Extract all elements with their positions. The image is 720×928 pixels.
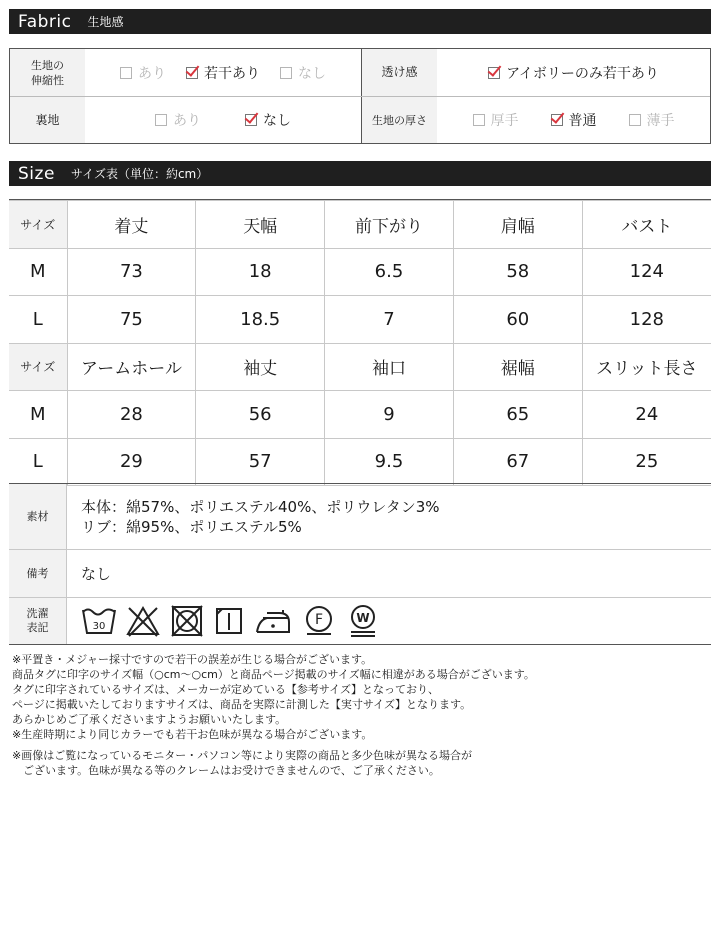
column-header: 袖丈 — [196, 343, 325, 391]
note-line: ※画像はご覧になっているモニター・パソコン等により実際の商品と多少色味が異なる場合が — [12, 749, 472, 762]
wash-30-icon — [81, 604, 117, 638]
stretch-option-yes[interactable] — [120, 63, 166, 83]
care-label-line1: 洗濯 — [26, 607, 49, 620]
note-line: タグに印字されているサイズは、メーカーが定めている【参考サイズ】となっており、 — [12, 683, 440, 696]
table-row — [9, 391, 711, 439]
column-header: 肩幅 — [453, 201, 582, 249]
note-line: ※生産時期により同じカラーでも若干お色味が異なる場合がございます。 — [12, 728, 373, 741]
size-column-label: サイズ — [9, 201, 67, 249]
remarks-value: なし — [81, 564, 112, 583]
size-title: Size — [18, 163, 55, 184]
thickness-option-thin[interactable] — [629, 110, 675, 130]
table-row — [9, 296, 711, 344]
remarks-row — [9, 550, 711, 598]
size-cell: L — [9, 438, 67, 486]
sheer-label: 透け感 — [381, 65, 418, 79]
column-header: スリット長さ — [582, 343, 711, 391]
size-table — [9, 199, 711, 486]
value-cell: 6.5 — [325, 248, 454, 296]
stretch-options — [85, 49, 361, 96]
wash-temp-label: 30 — [92, 621, 106, 632]
dry-clean-f-icon — [301, 604, 337, 638]
value-cell: 124 — [582, 248, 711, 296]
size-cell: M — [9, 248, 67, 296]
note-line: 商品タグに印字のサイズ幅（○cm～○cm）と商品ページ掲載のサイズ幅に相違がある場合がございます。 — [12, 668, 535, 681]
product-info-table — [9, 483, 711, 645]
checked-checkbox-icon — [186, 67, 198, 79]
size-cell: L — [9, 296, 67, 344]
option-label: なし — [298, 65, 326, 82]
note-line: あらかじめご了承くださいますようお願いいたします。 — [12, 713, 287, 726]
thickness-option-normal[interactable] — [551, 110, 597, 130]
value-cell: 7 — [325, 296, 454, 344]
checked-checkbox-icon — [245, 114, 257, 126]
wet-clean-letter: W — [356, 611, 370, 625]
stretch-label — [10, 49, 85, 96]
value-cell: 28 — [67, 391, 196, 439]
dry-clean-letter: F — [314, 612, 324, 628]
value-cell: 60 — [453, 296, 582, 344]
value-cell: 56 — [196, 391, 325, 439]
material-line-2: リブ：綿95%、ポリエステル5% — [81, 517, 302, 536]
value-cell: 67 — [453, 438, 582, 486]
option-label: 厚手 — [490, 113, 519, 129]
value-cell: 29 — [67, 438, 196, 486]
column-header: 前下がり — [325, 201, 454, 249]
checked-checkbox-icon — [488, 67, 500, 79]
column-header: 袖口 — [325, 343, 454, 391]
size-notes — [12, 652, 712, 778]
column-header: 裾幅 — [453, 343, 582, 391]
size-column-label: サイズ — [9, 343, 67, 391]
note-line: ございます。色味が異なる等のクレームはお受けできませんので、ご了承ください。 — [12, 764, 440, 777]
checkbox-icon — [473, 114, 485, 126]
wet-clean-icon — [345, 604, 381, 638]
note-line: ※平置き・メジャー採寸ですので若干の誤差が生じる場合がございます。 — [12, 653, 373, 666]
line-dry-shade-icon — [213, 604, 245, 638]
size-header-row — [9, 343, 711, 391]
option-label: なし — [263, 113, 291, 129]
thickness-options — [437, 97, 710, 143]
material-line-1: 本体：綿57%、ポリエステル40%、ポリウレタン3% — [81, 497, 440, 516]
value-cell: 9 — [325, 391, 454, 439]
value-cell: 58 — [453, 248, 582, 296]
care-row — [9, 598, 711, 644]
size-subtitle: サイズ表（単位：約cm） — [70, 167, 209, 181]
table-row — [9, 438, 711, 486]
fabric-subtitle: 生地感 — [87, 15, 124, 29]
fabric-table — [9, 48, 711, 144]
option-label: あり — [173, 113, 201, 129]
option-label: 普通 — [568, 113, 597, 129]
value-cell: 57 — [196, 438, 325, 486]
value-cell: 73 — [67, 248, 196, 296]
sheer-option-ivory[interactable] — [488, 63, 659, 83]
stretch-option-slight[interactable] — [186, 63, 260, 83]
value-cell: 9.5 — [325, 438, 454, 486]
value-cell: 24 — [582, 391, 711, 439]
option-label: 薄手 — [646, 113, 675, 129]
checkbox-icon — [155, 114, 167, 126]
table-row — [9, 248, 711, 296]
lining-option-no[interactable] — [245, 110, 291, 130]
size-section-header — [9, 161, 711, 186]
option-label: 若干あり — [204, 65, 260, 82]
material-label: 素材 — [9, 484, 67, 549]
column-header: アームホール — [67, 343, 196, 391]
value-cell: 75 — [67, 296, 196, 344]
stretch-option-no[interactable] — [280, 63, 326, 83]
fabric-section-header — [9, 9, 711, 34]
checkbox-icon — [120, 67, 132, 79]
value-cell: 128 — [582, 296, 711, 344]
checkbox-icon — [629, 114, 641, 126]
size-header-row — [9, 201, 711, 249]
value-cell: 25 — [582, 438, 711, 486]
column-header: バスト — [582, 201, 711, 249]
size-cell: M — [9, 391, 67, 439]
no-tumble-dry-icon — [169, 604, 205, 638]
lining-option-yes[interactable] — [155, 110, 201, 130]
no-bleach-icon — [125, 604, 161, 638]
value-cell: 18.5 — [196, 296, 325, 344]
care-icons — [67, 598, 389, 644]
stretch-label-line2: 伸縮性 — [31, 73, 64, 87]
care-label — [9, 598, 67, 644]
stretch-label-line1: 生地の — [31, 58, 64, 72]
column-header: 天幅 — [196, 201, 325, 249]
column-header: 着丈 — [67, 201, 196, 249]
material-row — [9, 484, 711, 550]
lining-options — [85, 97, 361, 143]
thickness-option-thick[interactable] — [473, 110, 519, 130]
thickness-label: 生地の厚さ — [372, 113, 427, 127]
option-label: アイボリーのみ若干あり — [506, 65, 659, 82]
value-cell: 18 — [196, 248, 325, 296]
fabric-title: Fabric — [18, 11, 72, 32]
checkbox-icon — [280, 67, 292, 79]
checked-checkbox-icon — [551, 114, 563, 126]
note-line: ページに掲載いたしておりますサイズは、商品を実際に計測した【実寸サイズ】となります。 — [12, 698, 472, 711]
care-label-line2: 表記 — [26, 621, 49, 634]
low-iron-icon — [253, 604, 293, 638]
value-cell: 65 — [453, 391, 582, 439]
material-value — [67, 484, 711, 549]
sheer-options — [437, 49, 710, 96]
remarks-label: 備考 — [9, 550, 67, 597]
option-label: あり — [138, 65, 166, 82]
lining-label: 裏地 — [35, 112, 60, 127]
